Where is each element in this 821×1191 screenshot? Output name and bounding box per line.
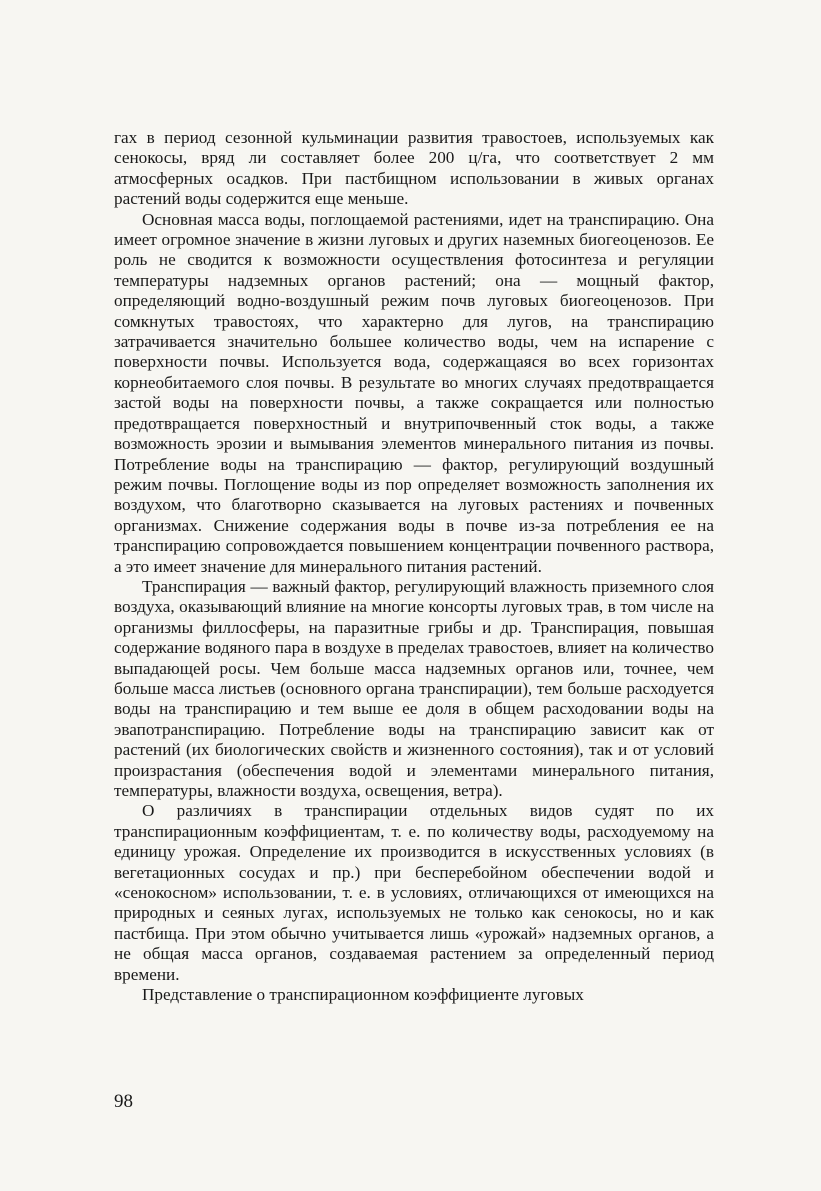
paragraph-1: гах в период сезонной кульминации развития травостоев, используемых как сенокосы, вряд ли составляет более 200 ц/га, что соответствует 2 мм атмосферных осадков. При пастбищном использовании в живых органах растений воды содержится еще меньше. [114, 128, 714, 209]
paragraph-3: Транспирация — важный фактор, регулирующий влажность приземного слоя воздуха, оказывающий влияние на многие консорты луговых трав, в том числе на организмы филлосферы, на паразитные грибы и др. Транспирация, повышая содержание водяного пара в воздухе в пределах травостоев, влияет на количество выпадающей росы. Чем больше масса надземных органов или, точнее, чем больше масса листьев (основного органа транспирации), тем больше расходуется воды на транспирацию и тем выше ее доля в общем расходовании воды на эвапотранспирацию. Потребление воды на транспирацию зависит как от растений (их биологических свойств и жизненного состояния), так и от условий произрастания (обеспечения водой и элементами минерального питания, температуры, влажности воздуха, освещения, ветра). [114, 576, 714, 800]
paragraph-2: Основная масса воды, поглощаемой растениями, идет на транспирацию. Она имеет огромное значение в жизни луговых и других наземных биогеоценозов. Ее роль не сводится к возможности осуществления фотосинтеза и регуляции температуры надземных органов растений; она — мощный фактор, определяющий водно-воздушный режим почв луговых биогеоценозов. При сомкнутых травостоях, что характерно для лугов, на транспирацию затрачивается значительно большее количество воды, чем на испарение с поверхности почвы. Используется вода, содержащаяся во всех горизонтах корнеобитаемого слоя почвы. В результате во многих случаях предотвращается застой воды на поверхности почвы, а также сокращается или полностью предотвращается поверхностный и внутрипочвенный сток воды, а также возможность эрозии и вымывания элементов минерального питания из почвы. Потребление воды на транспирацию — фактор, регулирующий воздушный режим почвы. Поглощение воды из пор определяет возможность заполнения их воздухом, что благотворно сказывается на луговых растениях и почвенных организмах. Снижение содержания воды в почве из-за потребления ее на транспирацию сопровождается повышением концентрации почвенного раствора, а это имеет значение для минерального питания растений. [114, 209, 714, 576]
paragraph-5: Представление о транспирационном коэффициенте луговых [142, 985, 584, 1005]
page-text-block [114, 128, 714, 1005]
page-number: 98 [114, 1091, 133, 1112]
paragraph-4: О различиях в транспирации отдельных видов судят по их транспирационным коэффициентам, т. е. по количеству воды, расходуемому на единицу урожая. Определение их производится в искусственных условиях (в вегетационных сосудах и пр.) при бесперебойном обеспечении водой и «сенокосном» использовании, т. е. в условиях, отличающихся от имеющихся на природных и сеяных лугах, используемых не только как сенокосы, но и как пастбища. При этом обычно учитывается лишь «урожай» надземных органов, а не общая масса органов, создаваемая растением за определенный период времени. [114, 801, 714, 984]
